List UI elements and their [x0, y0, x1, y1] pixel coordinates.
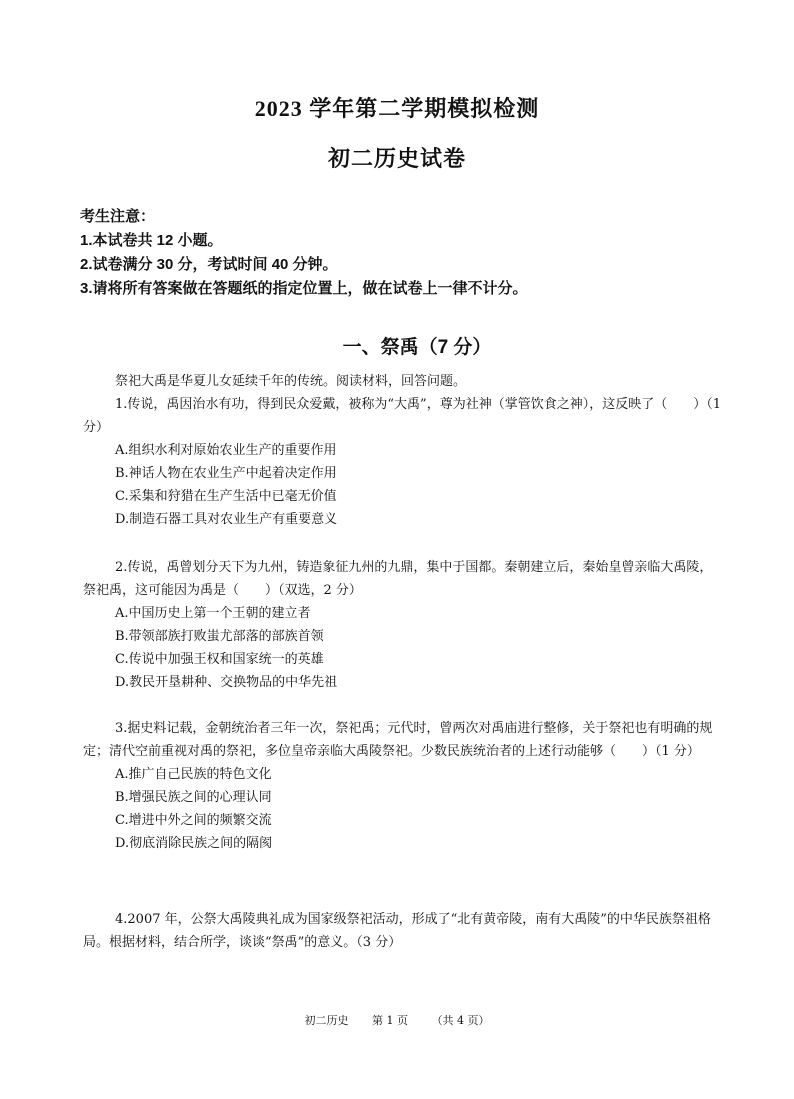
option-b: B.神话人物在农业生产中起着决定作用	[115, 466, 337, 481]
option-c: C.传说中加强王权和国家统一的英雄	[115, 652, 324, 667]
option-d: D.彻底消除民族之间的隔阂	[115, 836, 273, 851]
option-c: C.增进中外之间的频繁交流	[115, 813, 272, 828]
section-heading	[0, 332, 794, 359]
question-3	[83, 717, 723, 855]
option-a: A.推广自己民族的特色文化	[115, 767, 272, 782]
notice-item: 1.本试卷共 12 小题。	[80, 232, 223, 249]
question-4	[83, 908, 723, 954]
option-a: A.中国历史上第一个王朝的建立者	[115, 606, 311, 621]
option-a: A.组织水利对原始农业生产的重要作用	[115, 443, 337, 458]
candidate-notice	[80, 205, 730, 301]
question-1	[83, 393, 723, 531]
option-c: C.采集和狩猎在生产生活中已毫无价值	[115, 489, 337, 504]
notice-item: 3.请将所有答案做在答题纸的指定位置上，做在试卷上一律不计分。	[80, 280, 528, 297]
question-stem: 4.2007 年，公祭大禹陵典礼成为国家级祭祀活动，形成了“北有黄帝陵，南有大禹陵”的中华民族祭祖格局。根据材料，结合所学，谈谈“祭禹”的意义。（3 分）	[83, 912, 711, 950]
section-title: 一、祭禹（7 分）	[342, 337, 492, 358]
option-d: D.教民开垦耕种、交换物品的中华先祖	[115, 675, 338, 690]
option-b: B.带领部族打败蚩尤部落的部族首领	[115, 629, 324, 644]
footer-total-pages: （共 4 页）	[431, 1014, 490, 1027]
question-stem: 3.据史料记载，金朝统治者三年一次，祭祀禹；元代时，曾两次对禹庙进行整修，关于祭祀也有明确的规定；清代空前重视对禹的祭祀，多位皇帝亲临大禹陵祭祀。少数民族统治者的上述行动能够（ ）（1 分）	[83, 721, 713, 759]
notice-heading: 考生注意：	[80, 208, 156, 225]
question-stem: 2.传说，禹曾划分天下为九州，铸造象征九州的九鼎，集中于国都。秦朝建立后，秦始皇曾亲临大禹陵，祭祀禹，这可能因为禹是（ ）（双选，2 分）	[83, 560, 713, 598]
footer-subject: 初二历史	[304, 1014, 349, 1027]
question-2	[83, 556, 723, 694]
exam-title: 2023 学年第二学期模拟检测	[254, 96, 540, 121]
notice-item: 2.试卷满分 30 分，考试时间 40 分钟。	[80, 256, 338, 273]
footer-page-number: 第 1 页	[372, 1014, 408, 1027]
option-b: B.增强民族之间的心理认同	[115, 790, 272, 805]
page-footer	[0, 1012, 794, 1028]
section-intro: 祭祀大禹是华夏儿女延续千年的传统。阅读材料，回答问题。	[115, 374, 467, 389]
exam-subtitle: 初二历史试卷	[327, 146, 466, 171]
option-d: D.制造石器工具对农业生产有重要意义	[115, 512, 338, 527]
question-stem: 1.传说，禹因治水有功，得到民众爱戴，被称为“大禹”，尊为社神（掌管饮食之神），这反映了（ ）（1 分）	[83, 397, 721, 435]
